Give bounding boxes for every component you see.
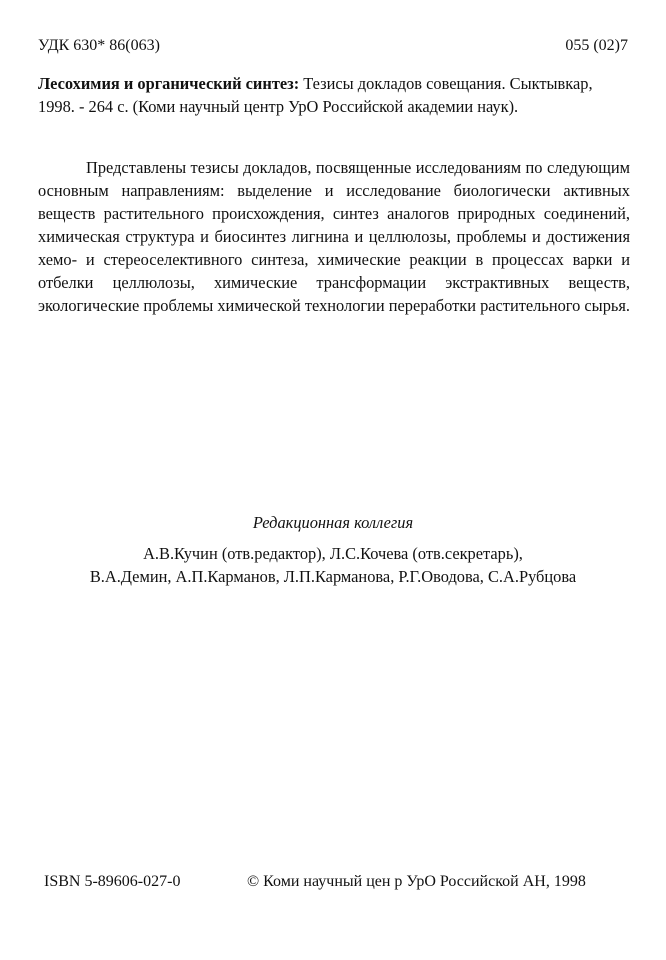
isbn-number: ISBN 5-89606-027-0 [44,873,181,890]
abstract-paragraph: Представлены тезисы докладов, посвященные исследованиям по следующим основным направлениям: выделение и исследование биологически активных веществ растительного происхождения, синтез аналогов природных соединений, химическая структура и биосинтез лигнина и целлюлозы, проблемы и достижения хемо- и стереоселективного синтеза, химические реакции в процессах варки и отбелки целлюлозы, химические трансформации экстрактивных веществ, экологические проблемы химической технологии переработки растительного сырья. [38,158,631,315]
book-title: Лесохимия и органический синтез: [38,74,300,93]
editorial-board-members [0,542,666,588]
editorial-board-line-2: В.А.Демин, А.П.Карманов, Л.П.Карманова, Р.Г.Оводова, С.А.Рубцова [89,567,577,586]
udk-classification: УДК 630* 86(063) [38,37,160,54]
bibliographic-details: Тезисы докладов совещания. Сыктывкар, 1998. - 264 с. (Коми научный центр УрО Российской академии наук). [38,74,593,116]
bibliographic-description [38,72,630,118]
copyright-notice: © Коми научный цен р УрО Российской АН, 1998 [247,873,586,890]
publication-code: 055 (02)7 [565,37,628,54]
editorial-board-heading: Редакционная коллегия [252,513,414,532]
editorial-board-line-1: А.В.Кучин (отв.редактор), Л.С.Кочева (отв.секретарь), [143,544,523,563]
